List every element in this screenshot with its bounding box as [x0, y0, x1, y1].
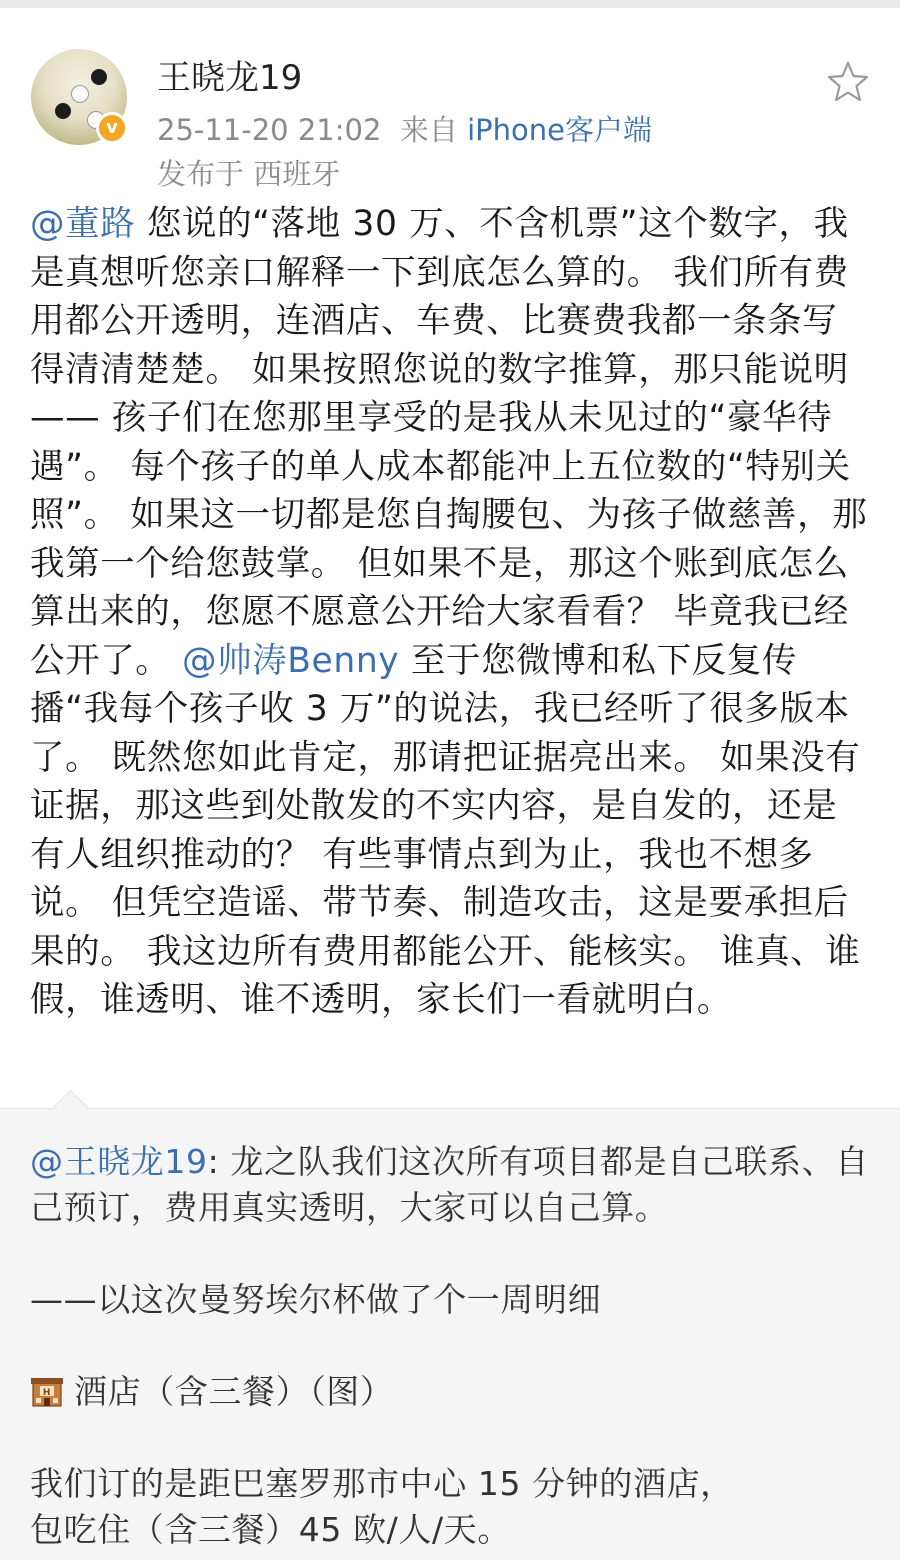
post-location: 发布于 西班牙: [157, 157, 341, 191]
post-text: 至于您微博和私下反复传播“我每个孩子收 3 万”的说法，我已经听了很多版本了。 既然您如此肯定，那请把证据亮出来。 如果没有证据，那这些到处散发的不实内容，是自发的，还是有人组织推动的？ 有些事情点到为止，我也不想多说。 但凭空造谣、带节奏、制造攻击，这是要承担后果的。 我这边所有费用都能公开、能核实。 谁真、谁假，谁透明、谁不透明，家长们一看就明白。: [30, 640, 861, 1020]
avatar-stone: [71, 85, 89, 103]
mention-link[interactable]: @帅涛Benny: [181, 640, 400, 681]
timestamp: 25-11-20 21:02: [157, 113, 382, 147]
repost-body: [30, 1139, 870, 1553]
repost-text: : 龙之队我们这次所有项目都是自己联系、自己预订，费用真实透明，大家可以自己算。: [30, 1142, 869, 1227]
source-app-link[interactable]: iPhone客户端: [467, 113, 652, 147]
avatar-stone: [55, 103, 71, 119]
post-text: 您说的“落地 30 万、不含机票”这个数字，我是真想听您亲口解释一下到底怎么算的。 我们所有费用都公开透明，连酒店、车费、比赛费我都一条条写得清清楚楚。 如果按照您说的数字推算，那只能说明—— 孩子们在您那里享受的是我从未见过的“豪华待遇”。 每个孩子的单人成本都能冲上五位数的“特别关照”。 如果这一切都是您自掏腰包、为孩子做慈善，那我第一个给您鼓掌。 但如果不是，那这个账到底怎么算出来的，您愿不愿意公开给大家看看？ 毕竟我已经公开了。: [30, 204, 868, 681]
verified-badge-icon: v: [96, 112, 128, 144]
post-body: [30, 200, 872, 1025]
repost-text: ——以这次曼努埃尔杯做了个一周明细: [30, 1280, 602, 1319]
repost-card[interactable]: [0, 1108, 900, 1560]
repost-text: 包吃住（含三餐）45 欧/人/天。: [30, 1510, 511, 1549]
source-prefix: 来自: [399, 113, 458, 147]
top-divider: [0, 0, 900, 8]
avatar-stone: [91, 69, 107, 85]
username[interactable]: 王晓龙19: [157, 58, 303, 98]
repost-text: 酒店（含三餐）（图）: [74, 1372, 394, 1411]
repost-text: 我们订的是距巴塞罗那市中心 15 分钟的酒店，: [30, 1464, 734, 1503]
post-meta: [157, 108, 652, 149]
post-header: [0, 8, 900, 192]
favorite-star-icon[interactable]: [826, 60, 870, 104]
repost-mention-link[interactable]: @王晓龙19: [30, 1142, 208, 1181]
mention-link[interactable]: @董路: [30, 204, 136, 244]
svg-text:H: H: [42, 1388, 52, 1398]
repost-caret: [53, 1090, 88, 1125]
hotel-icon: [30, 1376, 64, 1408]
